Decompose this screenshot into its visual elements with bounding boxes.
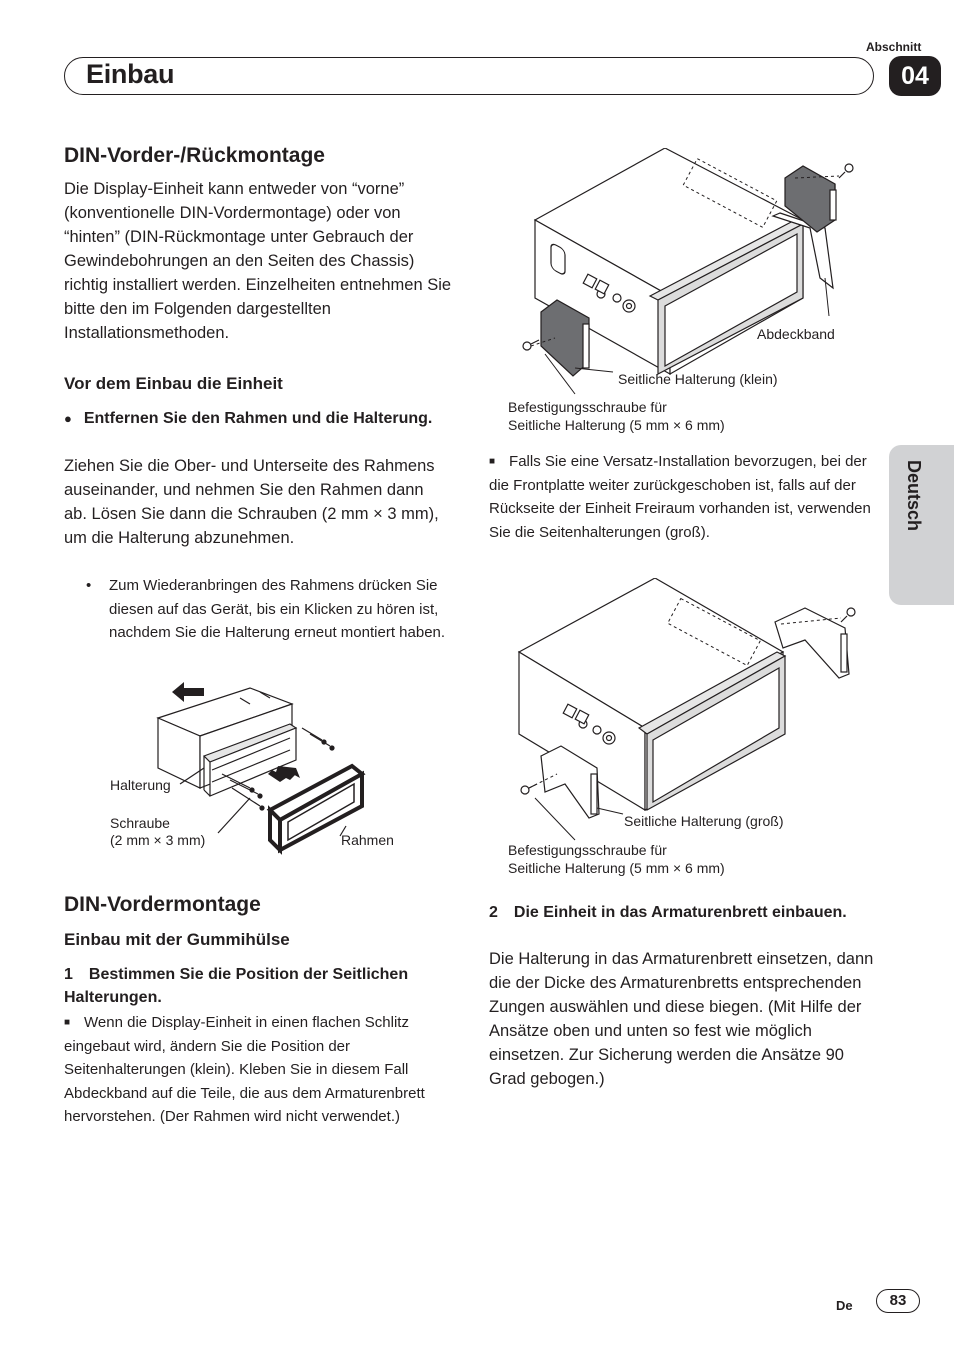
step-1-text: Bestimmen Sie die Position der Seitlichen Halterungen. bbox=[64, 966, 409, 1006]
fig3-label-schraube-size: Seitliche Halterung (5 mm × 6 mm) bbox=[508, 860, 725, 876]
fig1-label-schraube-size: (2 mm × 3 mm) bbox=[110, 832, 206, 848]
section-label: Abschnitt bbox=[866, 40, 922, 54]
paragraph-rahmen: Ziehen Sie die Ober- und Unterseite des Rahmens auseinander, und nehmen Sie den Rahmen dann ab. Lösen Sie dann die Schrauben (2 mm × 3 mm), um die Halterung abzunehmen. bbox=[64, 457, 439, 547]
large-bracket-illustration bbox=[505, 578, 865, 848]
page-title: Einbau bbox=[86, 59, 175, 89]
note-reattach-text: Zum Wiederanbringen des Rahmens drücken Sie diesen auf das Gerät, bis ein Klicken zu hören ist, nachdem Sie die Halterung erneut montiert haben. bbox=[109, 577, 446, 641]
note-flach bbox=[64, 1011, 449, 1129]
header-bar bbox=[64, 57, 874, 95]
step-1 bbox=[64, 963, 449, 1009]
note-bullet-icon: • bbox=[86, 577, 92, 594]
fig1-label-rahmen: Rahmen bbox=[341, 832, 394, 848]
bullet-remove-frame-text: Entfernen Sie den Rahmen und die Halterung. bbox=[83, 410, 433, 427]
fig1-label-schraube: Schraube bbox=[110, 815, 170, 831]
footer-language: De bbox=[836, 1298, 853, 1313]
step-2-number: 2 bbox=[489, 904, 498, 921]
square-bullet-icon-2: ■ bbox=[489, 456, 496, 467]
square-bullet-icon: ■ bbox=[64, 1017, 71, 1028]
fig3-label-gross: Seitliche Halterung (groß) bbox=[624, 813, 784, 829]
heading-gummihuelse: Einbau mit der Gummihülse bbox=[64, 930, 290, 949]
language-tab-label: Deutsch bbox=[904, 460, 924, 532]
page-number: 83 bbox=[876, 1289, 920, 1313]
paragraph-einbau: Die Halterung in das Armaturenbrett einsetzen, dann die der Dicke des Armaturenbretts entsprechenden Zungen auswählen und diese biegen. (Mit Hilfe der Ansätze oben und unten so fest wie möglich einsetzen. Zur Sicherung werden die Ansätze 90 Grad gebogen.) bbox=[489, 950, 874, 1088]
heading-din-rueckmontage: DIN-Vorder-/Rückmontage bbox=[64, 144, 325, 167]
bullet-remove-frame bbox=[64, 407, 449, 430]
note-reattach bbox=[86, 574, 446, 645]
intro-paragraph: Die Display-Einheit kann entweder von “vorne” (konventionelle DIN-Vordermontage) oder von “hinten” (DIN-Rückmontage unter Gebrauch der Gewindebohrungen an den Seiten des Chassis) richtig installiert werden. Einzelheiten entnehmen Sie bitte den im Folgenden dargestellten Installationsmethoden. bbox=[64, 180, 452, 342]
fig2-label-klein: Seitliche Halterung (klein) bbox=[618, 371, 778, 387]
fig1-label-halterung: Halterung bbox=[110, 777, 171, 793]
small-bracket-illustration bbox=[505, 148, 865, 403]
heading-vor-dem-einbau: Vor dem Einbau die Einheit bbox=[64, 374, 283, 393]
step-1-number: 1 bbox=[64, 966, 73, 983]
note-versatz-text: Falls Sie eine Versatz-Installation bevorzugen, bei der die Frontplatte weiter zurückgeschoben ist, falls auf der Rückseite der Einheit Freiraum vorhanden ist, verwenden Sie die Seitenhalterungen (groß). bbox=[489, 453, 871, 541]
note-flach-text: Wenn die Display-Einheit in einen flachen Schlitz eingebaut wird, ändern Sie die Position der Seitenhalterungen (klein). Kleben Sie in diesem Fall Abdeckband auf die Teile, die aus dem Armaturenbrett hervorstehen. (Der Rahmen wird nicht verwendet.) bbox=[64, 1014, 425, 1125]
step-2 bbox=[489, 901, 874, 924]
fig3-label-schraube: Befestigungsschraube für bbox=[508, 842, 667, 858]
step-2-text: Die Einheit in das Armaturenbrett einbauen. bbox=[513, 904, 847, 921]
note-versatz bbox=[489, 450, 879, 544]
bullet-icon: ● bbox=[64, 411, 72, 426]
fig2-label-schraube: Befestigungsschraube für bbox=[508, 399, 667, 415]
fig2-label-schraube-size: Seitliche Halterung (5 mm × 6 mm) bbox=[508, 417, 725, 433]
section-number-badge: 04 bbox=[889, 56, 941, 96]
heading-din-vordermontage: DIN-Vordermontage bbox=[64, 893, 261, 916]
fig2-label-abdeckband: Abdeckband bbox=[757, 326, 835, 342]
